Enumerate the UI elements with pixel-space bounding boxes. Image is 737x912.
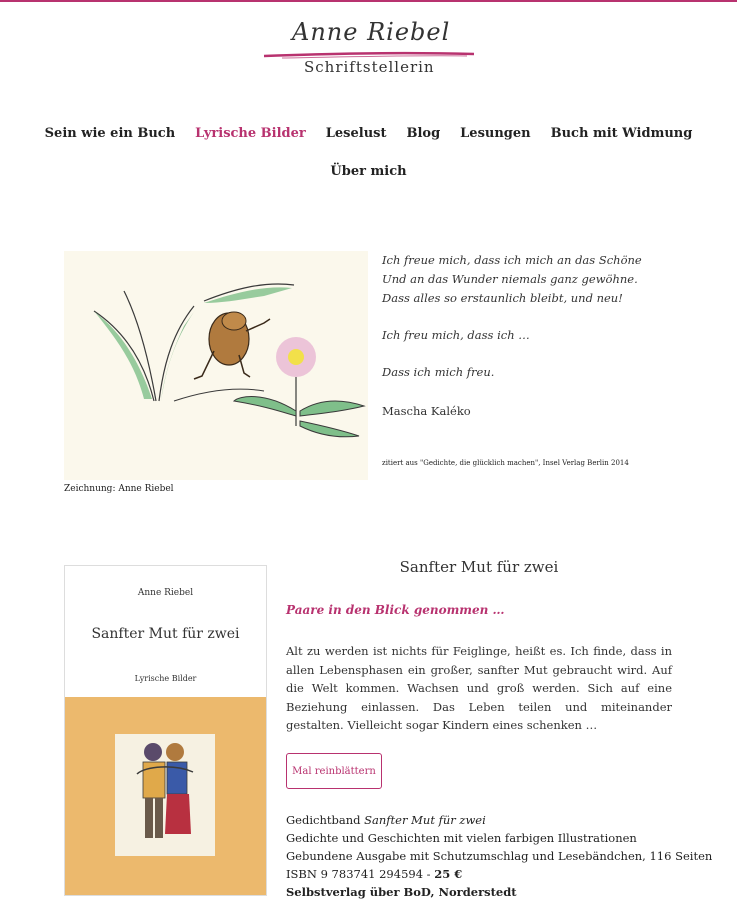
book-type-prefix: Gedichtband [286, 813, 365, 827]
book-details-line3: Gebundene Ausgabe mit Schutzumschlag und Lesebändchen, 116 Seiten [286, 849, 713, 863]
nav-row-1 [0, 124, 737, 144]
nav-item-buch-mit-widmung[interactable]: Buch mit Widmung [550, 126, 693, 141]
site-logo[interactable] [262, 12, 476, 78]
browse-button[interactable]: Mal reinblättern [286, 753, 382, 789]
poem-line: Dass alles so erstaunlich bleibt, und neu! [382, 291, 623, 305]
poem-line: Ich freue mich, dass ich mich an das Schöne [382, 253, 642, 267]
nav-item-lesungen[interactable]: Lesungen [460, 126, 531, 141]
book-type-title: Sanfter Mut für zwei [364, 813, 486, 827]
couple-illustration [115, 734, 215, 856]
poem-line: Ich freu mich, dass ich … [382, 328, 530, 342]
main-navigation [0, 124, 737, 182]
book-isbn-line [286, 865, 712, 883]
couple-drawing [115, 734, 215, 856]
book-cover-author: Anne Riebel [137, 588, 194, 598]
book-cover-illustration-area [65, 697, 266, 895]
poem-line: Dass ich mich freu. [382, 365, 495, 379]
book-description: Alt zu werden ist nichts für Feiglinge, heißt es. Ich finde, dass in allen Lebensphasen ein großer, sanfter Mut gebraucht wird. Auf die Welt kommen. Wachsen und groß werden. Sich auf eine Beziehung einlassen. Das Leben teilen und miteinander gestalten. Vielleicht sogar Kindern eines schenken … [286, 644, 672, 732]
poem-author: Mascha Kaléko [382, 404, 471, 418]
nav-item-ueber-mich[interactable]: Über mich [330, 164, 407, 179]
nav-row-2 [0, 162, 737, 182]
image-caption: Zeichnung: Anne Riebel [64, 484, 174, 494]
book-details [286, 811, 712, 901]
nav-item-leselust[interactable]: Leselust [325, 126, 387, 141]
nav-item-blog[interactable]: Blog [406, 126, 441, 141]
nav-item-sein-wie-ein-buch[interactable]: Sein wie ein Buch [44, 126, 176, 141]
frog-flower-illustration [64, 251, 368, 480]
book-section-title: Sanfter Mut für zwei [399, 558, 559, 576]
top-accent-line [0, 0, 737, 2]
book-cover-title: Sanfter Mut für zwei [91, 626, 240, 642]
nav-item-lyrische-bilder[interactable]: Lyrische Bilder [195, 126, 306, 141]
book-cover-subtitle: Lyrische Bilder [134, 674, 197, 683]
book-publisher: Selbstverlag über BoD, Norderstedt [286, 885, 517, 899]
poem-line: Und an das Wunder niemals ganz gewöhne. [382, 272, 638, 286]
book-cover-top [65, 566, 266, 697]
frog-drawing-image [64, 251, 368, 480]
book-isbn: ISBN 9 783741 294594 - [286, 867, 435, 881]
book-details-line2: Gedichte und Geschichten mit vielen farbigen Illustrationen [286, 831, 637, 845]
book-type-line [286, 811, 712, 829]
poem-citation: zitiert aus "Gedichte, die glücklich machen", Insel Verlag Berlin 2014 [382, 459, 629, 467]
book-cover[interactable] [64, 565, 267, 896]
logo-signature: Anne Riebel [292, 18, 451, 46]
book-section-subtitle: Paare in den Blick genommen … [286, 603, 505, 617]
logo-subtitle: Schriftstellerin [304, 58, 435, 76]
book-price: 25 € [434, 867, 463, 881]
poem [382, 251, 682, 421]
